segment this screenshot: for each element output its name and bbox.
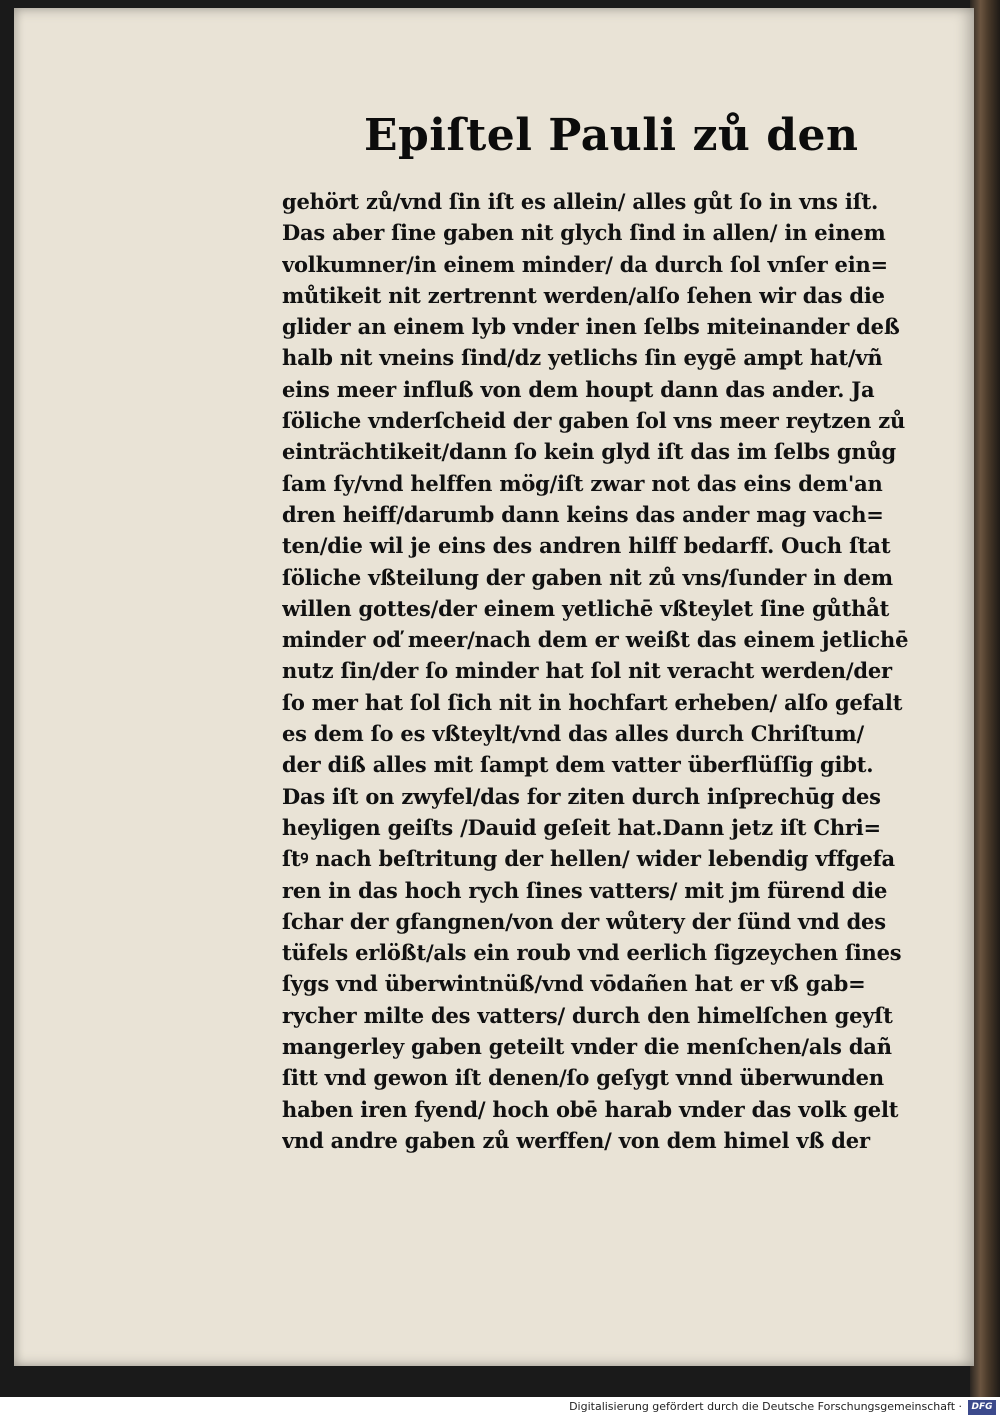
text-line: einträchtikeit/dann ſo kein glyd iſt das im ſelbs gnůg xyxy=(282,439,897,465)
text-line: ſo mer hat ſol ſich nit in hochfart erheben/ alſo gefalt xyxy=(282,689,903,715)
text-line: Das aber ſine gaben nit glych ſind in allen/ in einem xyxy=(282,220,886,246)
text-line: halb nit vneins ſind/dz yetlichs ſin eygē ampt hat/vñ xyxy=(282,345,883,371)
text-line: ſöliche vßteilung der gaben nit zů vns/ſunder in dem xyxy=(282,564,893,590)
text-line: dren heiff/darumb dann keins das ander mag vach= xyxy=(282,501,884,527)
text-line: volkumner/in einem minder/ da durch ſol vnſer ein= xyxy=(282,251,888,277)
text-line: ſchar der gfangnen/von der wůtery der ſünd vnd des xyxy=(282,908,886,934)
text-line: tüfels erlößt/als ein roub vnd eerlich ſigzeychen ſines xyxy=(282,940,902,966)
text-line: ſam ſy/vnd helffen mög/iſt zwar not das eins dem'an xyxy=(282,470,883,496)
text-line: der diß alles mit ſampt dem vatter überflüſſig gibt. xyxy=(282,752,874,778)
text-line: můtikeit nit zertrennt werden/alſo ſehen wir das die xyxy=(282,282,885,308)
footer-bar xyxy=(0,1397,1000,1419)
text-line: minder oď meer/nach dem er weißt das einem jetlichē xyxy=(282,627,909,653)
text-line: willen gottes/der einem yetlichē vßteylet ſine gůthåt xyxy=(282,595,890,621)
text-line: heyligen geiſts /Dauid geſeit hat.Dann jetz iſt Chri= xyxy=(282,814,881,840)
text-line: eins meer influß von dem houpt dann das ander. Ja xyxy=(282,376,875,402)
footer-credit: Digitalisierung gefördert durch die Deutsche Forschungsgemeinschaft · xyxy=(569,1400,962,1413)
dfg-logo: DFG xyxy=(968,1400,996,1415)
text-line: Das iſt on zwyfel/das for ziten durch inſprechūg des xyxy=(282,783,881,809)
text-line: ren in das hoch rych ſines vatters/ mit jm fürend die xyxy=(282,877,888,903)
text-line: rycher milte des vatters/ durch den himelſchen geyſt xyxy=(282,1002,893,1028)
text-line: ſöliche vnderſcheid der gaben ſol vns meer reytzen zů xyxy=(282,408,906,434)
text-line: ſitt vnd gewon iſt denen/ſo geſygt vnnd überwunden xyxy=(282,1065,884,1091)
text-block xyxy=(282,186,942,1156)
text-line: gehört zů/vnd ſin iſt es allein/ alles gůt ſo in vns iſt. xyxy=(282,189,879,214)
text-line: ſtꝰ nach beſtritung der hellen/ wider lebendig vffgefa xyxy=(282,846,895,872)
text-line: es dem ſo es vßteylt/vnd das alles durch Chriſtum/ xyxy=(282,721,864,747)
text-line: glider an einem lyb vnder inen ſelbs miteinander deß xyxy=(282,314,900,340)
book-page xyxy=(14,8,974,1366)
text-line: mangerley gaben geteilt vnder die menſchen/als dañ xyxy=(282,1034,892,1060)
book-edge xyxy=(970,0,1000,1397)
text-line: ten/die wil je eins des andren hilff bedarff. Ouch ſtat xyxy=(282,533,891,559)
text-line: ſygs vnd überwintnüß/vnd vōdañen hat er vß gab= xyxy=(282,971,866,997)
text-line: haben iren fyend/ hoch obē harab vnder das volk gelt xyxy=(282,1096,899,1122)
text-line: vnd andre gaben zů werffen/ von dem himel vß der xyxy=(282,1127,870,1153)
page-header: Epiſtel Pauli zů den xyxy=(364,110,859,161)
text-line: nutz ſin/der ſo minder hat ſol nit veracht werden/der xyxy=(282,658,892,684)
